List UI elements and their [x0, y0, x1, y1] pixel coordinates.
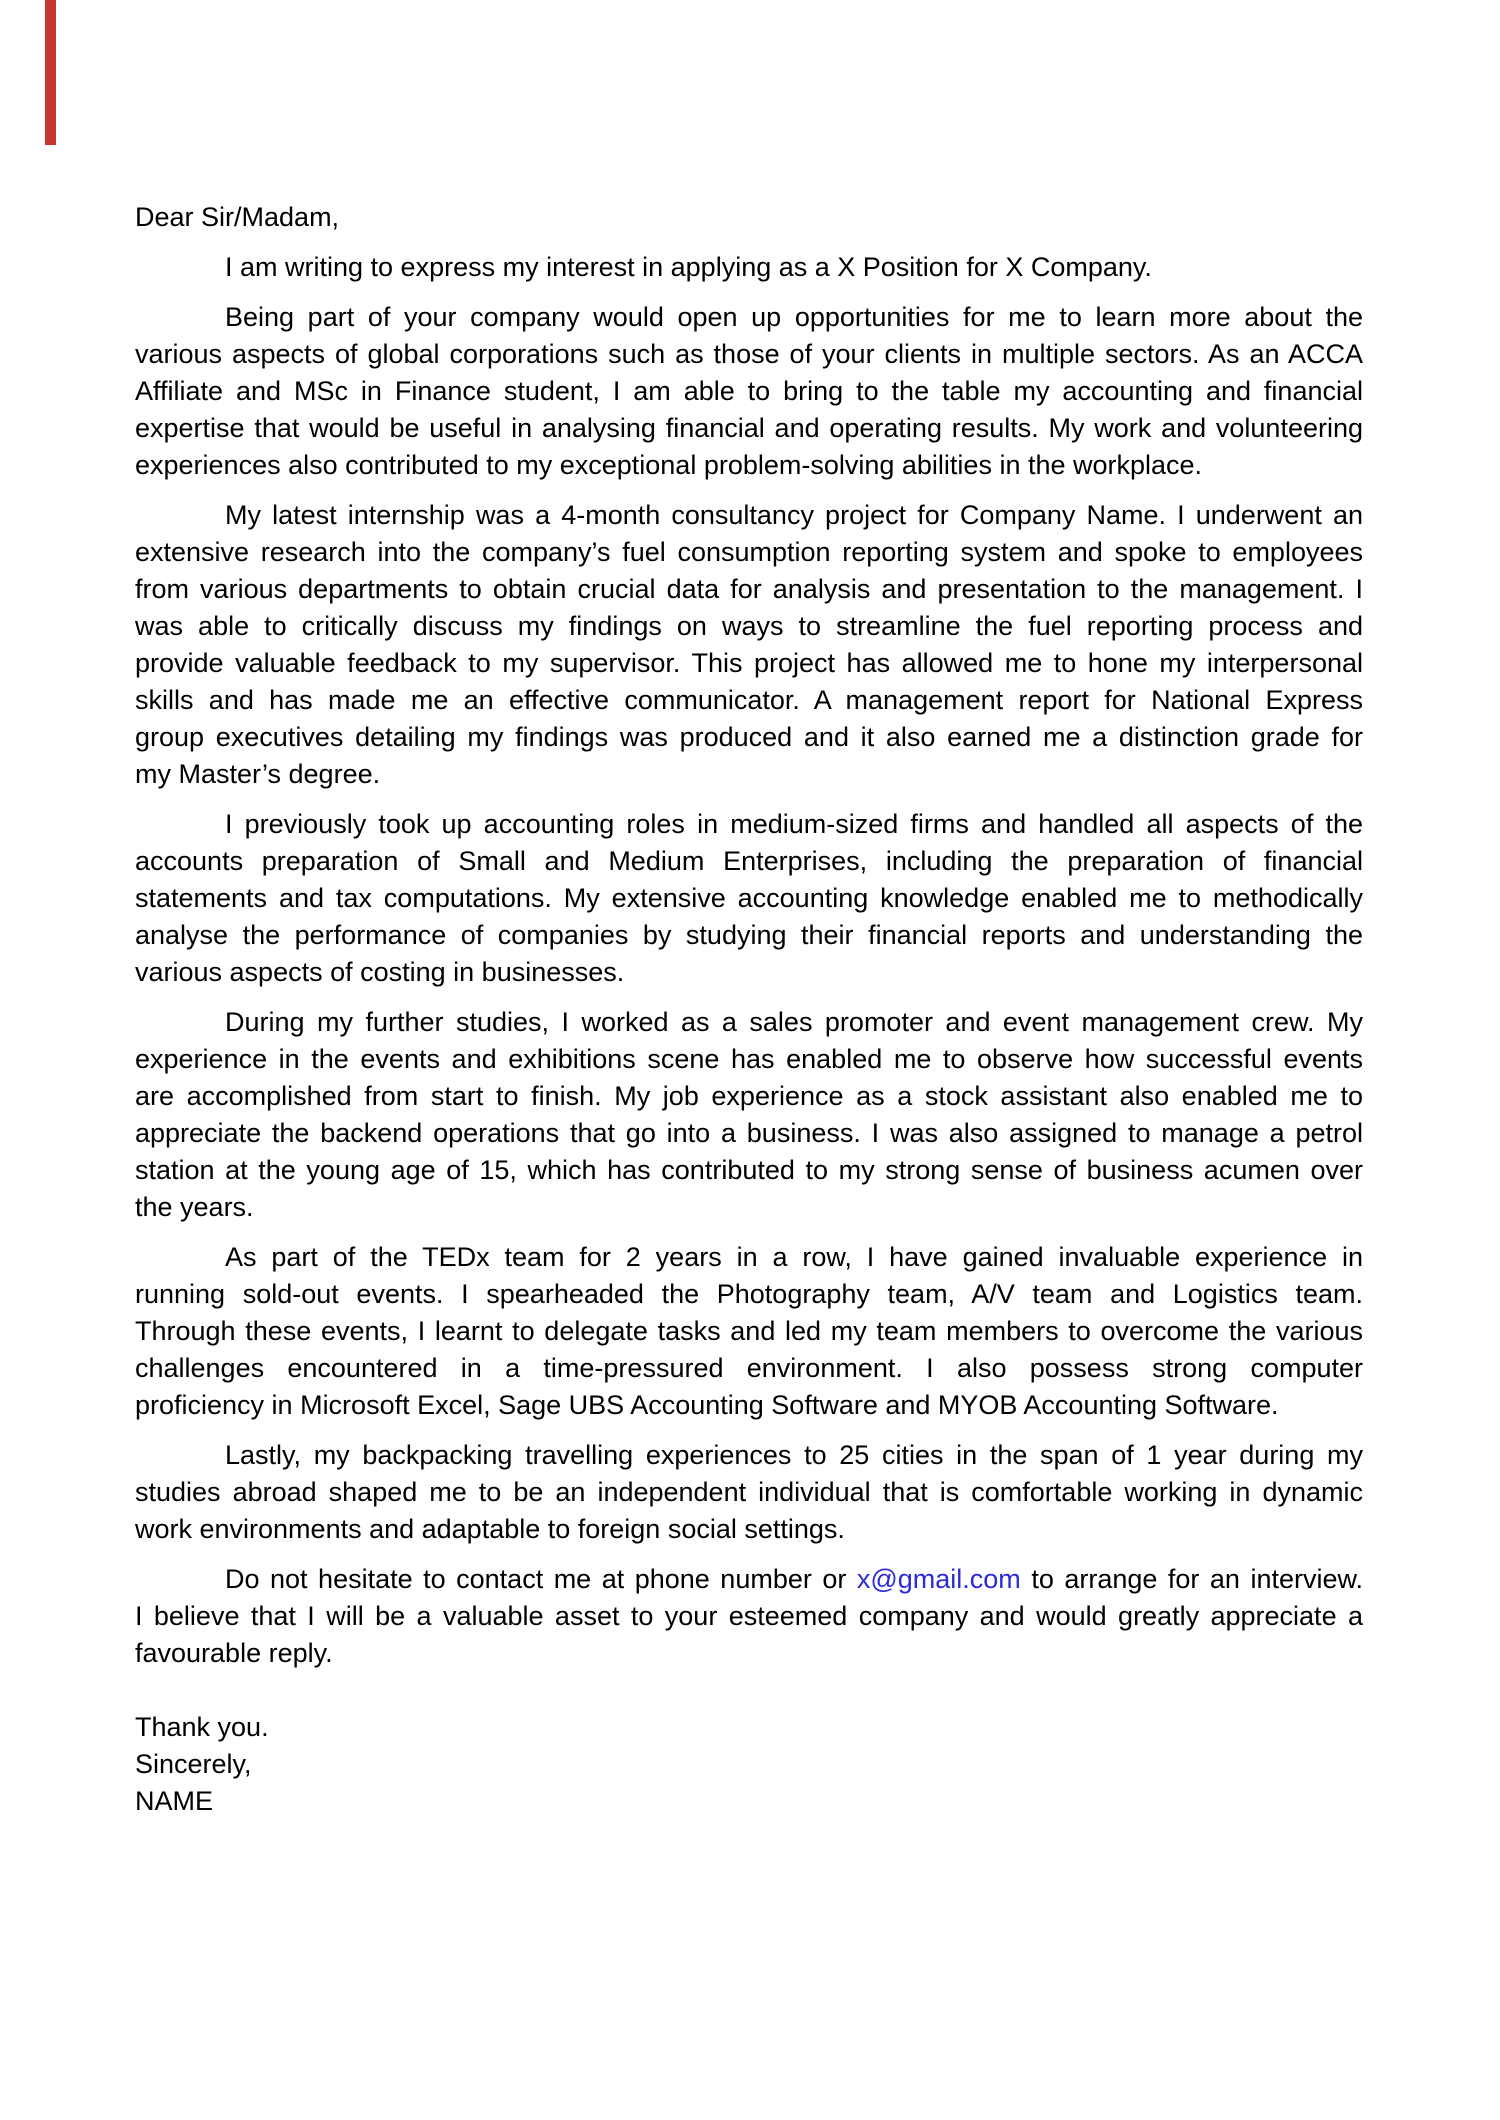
letter-line: favourable reply. [135, 1638, 333, 1668]
letter-line: As part of the TEDx team for 2 years in a row, I have gained invaluable experience in [225, 1242, 1363, 1272]
letter-line: the years. [135, 1192, 254, 1222]
paragraph [135, 1004, 1363, 1226]
paragraph [135, 1437, 1363, 1548]
paragraph [135, 299, 1363, 484]
letter-line: During my further studies, I worked as a sales promoter and event management crew. My [225, 1007, 1363, 1037]
paragraph [135, 249, 1363, 286]
letter-line: various aspects of costing in businesses. [135, 957, 625, 987]
paragraph [135, 806, 1363, 991]
bookmark-ribbon-icon [45, 0, 56, 145]
letter-line: I am writing to express my interest in applying as a X Position for X Company. [225, 252, 1152, 282]
letter-line: appreciate the backend operations that go into a business. I was also assigned to manage a petrol [135, 1118, 1363, 1148]
letter-line: experience in the events and exhibitions scene has enabled me to observe how successful events [135, 1044, 1363, 1074]
closing-line: NAME [135, 1786, 214, 1816]
letter-line: I previously took up accounting roles in medium-sized firms and handled all aspects of the [225, 809, 1363, 839]
letter-line: extensive research into the company’s fuel consumption reporting system and spoke to employees [135, 537, 1363, 567]
letter-line: running sold-out events. I spearheaded the Photography team, A/V team and Logistics team. [135, 1279, 1363, 1309]
letter-line: provide valuable feedback to my supervisor. This project has allowed me to hone my interpersonal [135, 648, 1363, 678]
letter-line: group executives detailing my findings was produced and it also earned me a distinction grade for [135, 722, 1363, 752]
letter-line: expertise that would be useful in analysing financial and operating results. My work and volunteering [135, 413, 1363, 443]
paragraph [135, 497, 1363, 793]
letter-line: studies abroad shaped me to be an independent individual that is comfortable working in dynamic [135, 1477, 1363, 1507]
cover-letter [135, 199, 1363, 1820]
letter-line: proficiency in Microsoft Excel, Sage UBS Accounting Software and MYOB Accounting Software. [135, 1390, 1279, 1420]
paragraph [135, 1239, 1363, 1424]
letter-line: was able to critically discuss my findings on ways to streamline the fuel reporting process and [135, 611, 1363, 641]
letter-line: My latest internship was a 4-month consultancy project for Company Name. I underwent an [225, 500, 1363, 530]
letter-body [135, 249, 1363, 1672]
letter-line: various aspects of global corporations such as those of your clients in multiple sectors. As an ACCA [135, 339, 1363, 369]
letter-line: Being part of your company would open up opportunities for me to learn more about the [225, 302, 1363, 332]
letter-line: Lastly, my backpacking travelling experiences to 25 cities in the span of 1 year during my [225, 1440, 1363, 1470]
letter-line: Do not hesitate to contact me at phone number or x@gmail.com to arrange for an interview. [225, 1564, 1363, 1594]
letter-line: accounts preparation of Small and Medium Enterprises, including the preparation of financial [135, 846, 1363, 876]
email-link[interactable]: x@gmail.com [856, 1564, 1021, 1594]
letter-line: Affiliate and MSc in Finance student, I am able to bring to the table my accounting and financial [135, 376, 1363, 406]
letter-line: are accomplished from start to finish. My job experience as a stock assistant also enabled me to [135, 1081, 1363, 1111]
letter-line: statements and tax computations. My extensive accounting knowledge enabled me to methodically [135, 883, 1363, 913]
letter-line: Through these events, I learnt to delegate tasks and led my team members to overcome the various [135, 1316, 1363, 1346]
letter-line: experiences also contributed to my exceptional problem-solving abilities in the workplace. [135, 450, 1203, 480]
letter-line: I believe that I will be a valuable asset to your esteemed company and would greatly appreciate a [135, 1601, 1363, 1631]
letter-line: skills and has made me an effective communicator. A management report for National Express [135, 685, 1363, 715]
letter-line: work environments and adaptable to foreign social settings. [135, 1514, 845, 1544]
closing-line: Sincerely, [135, 1749, 252, 1779]
letter-line: challenges encountered in a time-pressured environment. I also possess strong computer [135, 1353, 1363, 1383]
letter-line: from various departments to obtain crucial data for analysis and presentation to the management. I [135, 574, 1363, 604]
letter-line: analyse the performance of companies by studying their financial reports and understanding the [135, 920, 1363, 950]
closing-line: Thank you. [135, 1712, 269, 1742]
greeting: Dear Sir/Madam, [135, 202, 340, 232]
closing-block [135, 1709, 1363, 1820]
letter-line: my Master’s degree. [135, 759, 381, 789]
paragraph [135, 1561, 1363, 1672]
letter-line: station at the young age of 15, which has contributed to my strong sense of business acumen over [135, 1155, 1363, 1185]
